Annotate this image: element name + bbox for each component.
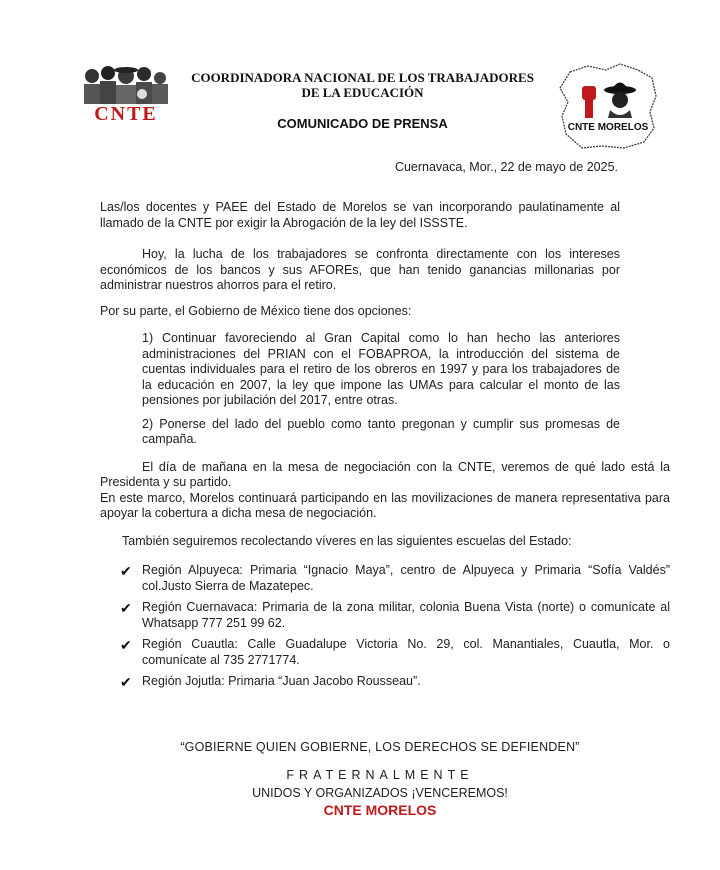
org-line-2: DE LA EDUCACIÓN — [301, 85, 424, 100]
press-release-body — [100, 200, 670, 696]
fraternal-closing: FRATERNALMENTE — [286, 768, 474, 782]
cnte-morelos-logo-text: CNTE MORELOS — [567, 122, 649, 133]
school-text: Región Cuernavaca: Primaria de la zona militar, colonia Buena Vista (norte) o comunícate al Whatsapp 777 251 99 62. — [142, 600, 670, 630]
paragraph-struggle: Hoy, la lucha de los trabajadores se confronta directamente con los intereses económicos de los bancos y sus AFOREs, que han tenido ganancias millonarias por administrar nuestros ahorros para el retiro. — [100, 247, 620, 292]
check-mark-icon: ✔ — [120, 563, 132, 579]
press-release-title: COMUNICADO DE PRENSA — [277, 116, 448, 131]
check-mark-icon: ✔ — [120, 600, 132, 616]
paragraph-options-intro: Por su parte, el Gobierno de México tiene dos opciones: — [100, 303, 412, 318]
paragraph-intro: Las/los docentes y PAEE del Estado de Morelos se van incorporando paulatinamente al llamado de la CNTE por exigir la Abrogación de la ley del ISSSTE. — [100, 200, 620, 230]
list-item — [120, 637, 670, 668]
list-item — [120, 600, 670, 631]
check-mark-icon: ✔ — [120, 674, 132, 690]
signature: CNTE MORELOS — [323, 802, 437, 818]
school-text: Región Jojutla: Primaria “Juan Jacobo Rousseau”. — [142, 674, 421, 688]
option-1: 1) Continuar favoreciendo al Gran Capital como lo han hecho las anteriores administraciones del PRIAN con el FOBAPROA, la introducción del sistema de cuentas individuales para el retiro de los obreros en 1997 y para los trabajadores de la educación en 2007, la ley que impone las UMAs para calcular el monto de las pensiones por jubilación del 2017, entre otras. — [142, 331, 620, 407]
list-item — [120, 563, 670, 594]
list-item — [120, 674, 670, 690]
school-text: Región Alpuyeca: Primaria “Ignacio Maya”, centro de Alpuyeca y Primaria “Sofía Valdés” col.Justo Sierra de Mazatepec. — [142, 563, 670, 593]
cnte-logo — [82, 64, 170, 124]
check-mark-icon: ✔ — [120, 637, 132, 653]
schools-list — [120, 563, 670, 690]
closing — [100, 740, 660, 818]
option-2: 2) Ponerse del lado del pueblo como tanto pregonan y cumplir sus promesas de campaña. — [142, 416, 620, 446]
paragraph-negotiation: El día de mañana en la mesa de negociación con la CNTE, veremos de qué lado está la Presidenta y su partido. — [100, 459, 670, 489]
unity-slogan: UNIDOS Y ORGANIZADOS ¡VENCEREMOS! — [252, 786, 508, 800]
date-line: Cuernavaca, Mor., 22 de mayo de 2025. — [394, 160, 618, 174]
cnte-morelos-logo — [558, 62, 658, 152]
slogan: “GOBIERNE QUIEN GOBIERNE, LOS DERECHOS SE DEFIENDEN” — [180, 740, 580, 754]
paragraph-mobilization: En este marco, Morelos continuará participando en las movilizaciones de manera representativa para apoyar la cobertura a dicha mesa de negociación. — [100, 490, 670, 520]
paragraph-collection: También seguiremos recolectando víveres en las siguientes escuelas del Estado: — [122, 533, 572, 548]
organization-name — [170, 70, 555, 100]
org-line-1: COORDINADORA NACIONAL DE LOS TRABAJADORES — [191, 70, 534, 85]
cnte-logo-text: CNTE — [94, 103, 158, 124]
school-text: Región Cuautla: Calle Guadalupe Victoria No. 29, col. Manantiales, Cuautla, Mor. o comunícate al 735 2771774. — [142, 637, 670, 667]
